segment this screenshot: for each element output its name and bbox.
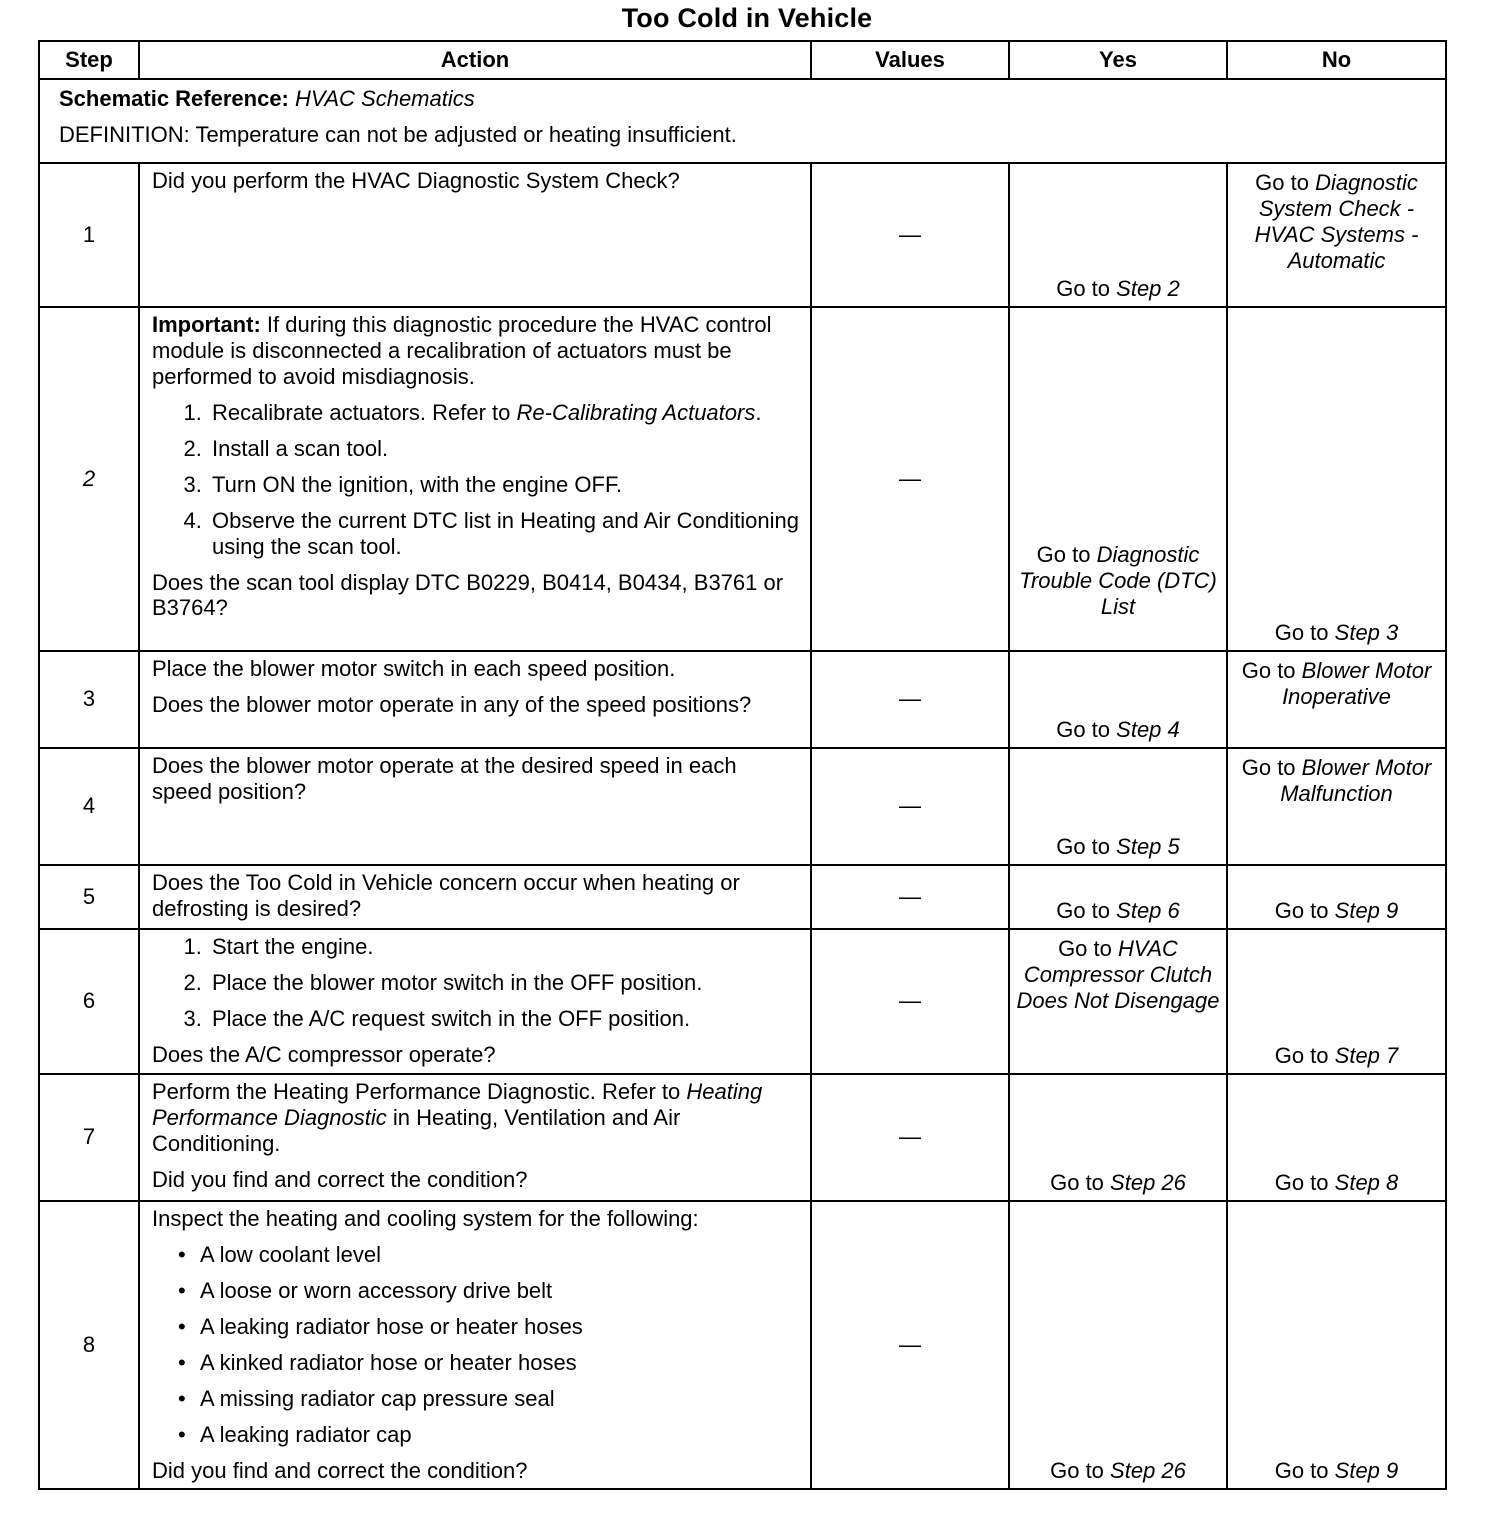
page-title: Too Cold in Vehicle — [621, 3, 873, 33]
list-item: 3. Place the A/C request switch in the OFF position. — [208, 1006, 800, 1032]
list-item-text: Recalibrate actuators. Refer to — [212, 399, 511, 425]
step-number: 6 — [39, 929, 139, 1074]
goto-text: Go to — [1241, 657, 1296, 683]
goto-link[interactable]: Step 5 — [1116, 833, 1180, 859]
goto-link[interactable]: Diagnostic System Check - HVAC Systems - Automatic — [1254, 169, 1419, 273]
table-row — [39, 163, 1446, 307]
no-cell — [1227, 163, 1446, 307]
table-row — [39, 1074, 1446, 1201]
goto-text: Go to — [1274, 1042, 1329, 1068]
goto-text: Go to — [1241, 754, 1296, 780]
yes-cell — [1009, 1201, 1227, 1489]
goto-link[interactable]: HVAC Compressor Clutch Does Not Disengage — [1016, 935, 1220, 1013]
yes-cell — [1009, 163, 1227, 307]
goto-link[interactable]: Step 26 — [1110, 1169, 1186, 1195]
step-number: 3 — [39, 651, 139, 748]
procedure-list — [152, 400, 800, 560]
goto-text: Go to — [1056, 275, 1111, 301]
question-text: Does the A/C compressor operate? — [152, 1041, 496, 1067]
reference-link[interactable]: Heating Performance Diagnostic — [152, 1078, 763, 1130]
table-row — [39, 929, 1446, 1074]
question-text: Did you find and correct the condition? — [152, 1166, 528, 1192]
question-text: Does the Too Cold in Vehicle concern occur when heating or defrosting is desired? — [152, 869, 740, 921]
step-number: 7 — [39, 1074, 139, 1201]
header-action: Action — [139, 41, 811, 79]
goto-link[interactable]: Step 7 — [1334, 1042, 1399, 1068]
step-number: 1 — [39, 163, 139, 307]
action-cell — [139, 929, 811, 1074]
list-item: • A leaking radiator hose or heater hoses — [200, 1314, 800, 1340]
reference-link[interactable]: Re-Calibrating Actuators — [516, 399, 756, 425]
schematic-cell — [39, 79, 1446, 163]
goto-text: Go to — [1274, 1169, 1329, 1195]
step-number: 5 — [39, 865, 139, 929]
table-row — [39, 651, 1446, 748]
instruction-part: in Heating, Ventilation and Air Conditioning. — [152, 1104, 681, 1156]
action-cell — [139, 865, 811, 929]
goto-text: Go to — [1274, 1457, 1329, 1483]
step-number: 4 — [39, 748, 139, 865]
action-cell — [139, 307, 811, 651]
table-row — [39, 748, 1446, 865]
inspection-list — [152, 1242, 800, 1448]
yes-cell — [1009, 1074, 1227, 1201]
goto-text: Go to — [1056, 716, 1111, 742]
instruction-part: Perform the Heating Performance Diagnostic. Refer to — [152, 1078, 681, 1104]
question-text: Does the blower motor operate at the desired speed in each speed position? — [152, 752, 737, 804]
values-cell: — — [811, 1201, 1009, 1489]
yes-cell — [1009, 748, 1227, 865]
goto-link[interactable]: Blower Motor Inoperative — [1282, 657, 1432, 709]
list-item: 2. Install a scan tool. — [208, 436, 800, 462]
important-label: Important: — [152, 311, 261, 337]
important-text: If during this diagnostic procedure the HVAC control module is disconnected a recalibration of actuators must be performed to avoid misdiagnosis. — [152, 311, 772, 389]
instruction-text — [152, 1079, 800, 1157]
list-item: • A loose or worn accessory drive belt — [200, 1278, 800, 1304]
action-cell — [139, 1201, 811, 1489]
goto-link[interactable]: Step 26 — [1110, 1457, 1186, 1483]
goto-link[interactable]: Step 3 — [1334, 619, 1399, 645]
definition-text: DEFINITION: Temperature can not be adjusted or heating insufficient. — [59, 121, 737, 147]
no-cell — [1227, 748, 1446, 865]
schematic-link[interactable]: HVAC Schematics — [295, 86, 475, 111]
goto-text: Go to — [1274, 619, 1329, 645]
values-cell: — — [811, 651, 1009, 748]
schematic-label: Schematic Reference: — [59, 86, 289, 111]
goto-link[interactable]: Diagnostic Trouble Code (DTC) List — [1019, 542, 1217, 619]
goto-text: Go to — [1274, 897, 1329, 923]
no-cell — [1227, 865, 1446, 929]
goto-link[interactable]: Step 9 — [1334, 1457, 1399, 1483]
table-row — [39, 307, 1446, 651]
list-item: 2. Place the blower motor switch in the OFF position. — [208, 970, 800, 996]
list-item: 3. Turn ON the ignition, with the engine OFF. — [208, 472, 800, 498]
no-cell — [1227, 929, 1446, 1074]
no-cell — [1227, 651, 1446, 748]
table-row — [39, 1201, 1446, 1489]
instruction-text: Place the blower motor switch in each speed position. — [152, 655, 676, 681]
header-yes: Yes — [1009, 41, 1227, 79]
question-text: Did you find and correct the condition? — [152, 1457, 528, 1483]
goto-link[interactable]: Step 8 — [1334, 1169, 1399, 1195]
diagnostic-table — [38, 40, 1447, 1490]
step-number-text: 2 — [82, 465, 96, 491]
table-row — [39, 865, 1446, 929]
question-text: Did you perform the HVAC Diagnostic System Check? — [152, 167, 680, 193]
goto-text: Go to — [1056, 897, 1111, 923]
action-cell — [139, 163, 811, 307]
yes-cell — [1009, 929, 1227, 1074]
header-step: Step — [39, 41, 139, 79]
list-item: • A kinked radiator hose or heater hoses — [200, 1350, 800, 1376]
step-number — [39, 307, 139, 651]
important-note — [152, 312, 800, 390]
goto-text: Go to — [1056, 833, 1111, 859]
no-cell — [1227, 1201, 1446, 1489]
yes-cell — [1009, 865, 1227, 929]
goto-text: Go to — [1050, 1457, 1104, 1483]
yes-cell — [1009, 651, 1227, 748]
values-cell: — — [811, 865, 1009, 929]
values-cell: — — [811, 163, 1009, 307]
header-values: Values — [811, 41, 1009, 79]
action-cell — [139, 1074, 811, 1201]
goto-link[interactable]: Step 9 — [1334, 897, 1399, 923]
goto-link[interactable]: Step 4 — [1116, 716, 1180, 742]
list-item: • A leaking radiator cap — [200, 1422, 800, 1448]
instruction-text: Inspect the heating and cooling system for the following: — [152, 1205, 699, 1231]
header-no: No — [1227, 41, 1446, 79]
no-cell — [1227, 307, 1446, 651]
step-number: 8 — [39, 1201, 139, 1489]
values-cell: — — [811, 307, 1009, 651]
list-item: 4. Observe the current DTC list in Heating and Air Conditioning using the scan tool. — [208, 508, 800, 560]
goto-link[interactable]: Step 2 — [1116, 275, 1180, 301]
goto-text: Go to — [1036, 542, 1091, 568]
values-cell: — — [811, 748, 1009, 865]
list-item — [208, 400, 800, 426]
goto-text: Go to — [1050, 1169, 1104, 1195]
list-item: • A missing radiator cap pressure seal — [200, 1386, 800, 1412]
goto-link[interactable]: Step 6 — [1116, 897, 1180, 923]
list-item: • A low coolant level — [200, 1242, 800, 1268]
header-row — [39, 41, 1446, 79]
procedure-list — [152, 934, 800, 1032]
action-cell — [139, 651, 811, 748]
question-text: Does the scan tool display DTC B0229, B0414, B0434, B3761 or B3764? — [152, 569, 784, 621]
values-cell: — — [811, 1074, 1009, 1201]
goto-text: Go to — [1255, 169, 1309, 195]
question-text: Does the blower motor operate in any of the speed positions? — [152, 691, 752, 717]
action-cell — [139, 748, 811, 865]
goto-text: Go to — [1058, 935, 1112, 961]
yes-cell — [1009, 307, 1227, 651]
no-cell — [1227, 1074, 1446, 1201]
list-item: 1. Start the engine. — [208, 934, 800, 960]
schematic-row — [39, 79, 1446, 163]
list-item-end: . — [755, 399, 762, 425]
values-cell: — — [811, 929, 1009, 1074]
goto-link[interactable]: Blower Motor Malfunction — [1280, 754, 1432, 806]
